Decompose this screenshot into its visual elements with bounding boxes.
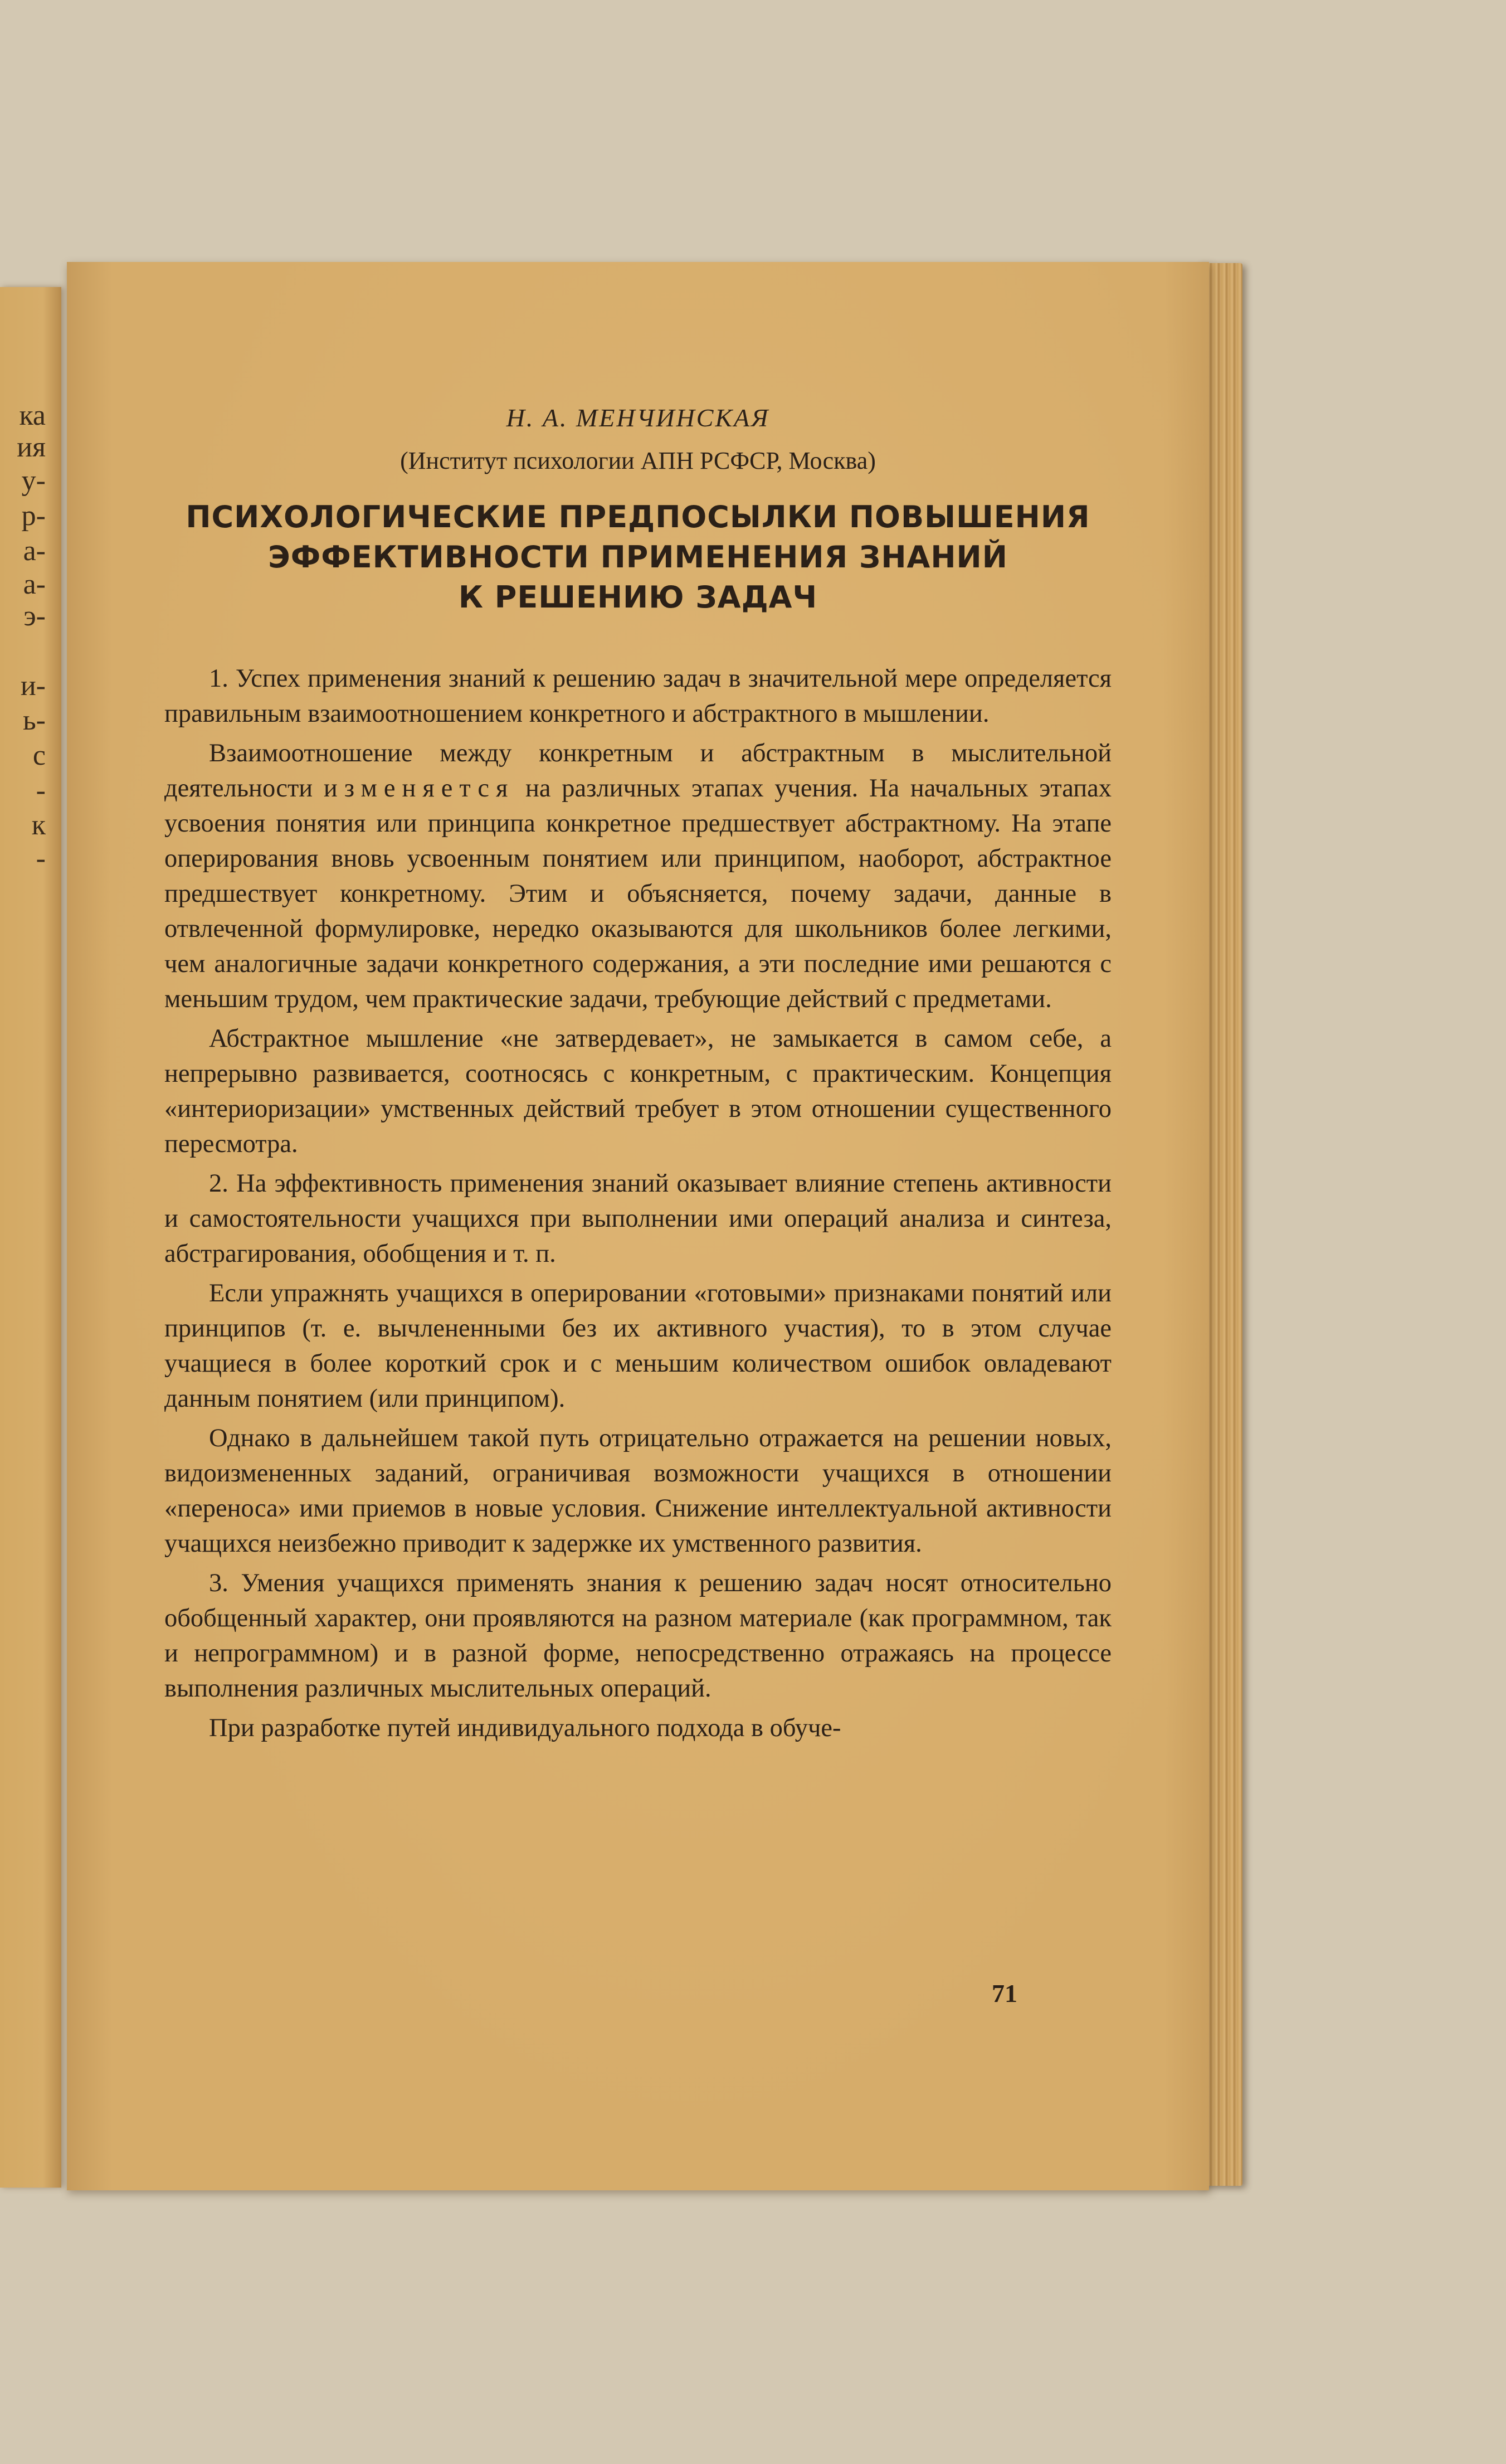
prev-page-fragment: к [31, 809, 46, 841]
paragraph-text: Взаимоотношение между конкретным и абстрактным в мыслительной деятельности [164, 739, 1112, 803]
prev-page-fragment: э- [23, 600, 46, 632]
paragraph: 3. Умения учащихся применять знания к решению задач носят относительно обобщенный характер, они проявляются на разном материале (как программном, так и непрограммном) и в разной форме, непосредственно отражаясь на процессе выполнения различных мыслительных операций. [164, 1569, 1112, 1703]
prev-page-fragment: и- [20, 670, 46, 702]
article-body [164, 661, 1112, 1746]
prev-page-fragment: - [36, 775, 46, 806]
prev-page-fragment: р- [21, 500, 46, 532]
title-line: ПСИХОЛОГИЧЕСКИЕ ПРЕДПОСЫЛКИ ПОВЫШЕНИЯ [186, 499, 1090, 534]
paragraph: Если упражнять учащихся в оперировании «готовыми» признаками понятий или принципов (т. е. вычлененными без их активного участия), то в этом случае учащиеся в более короткий срок и с меньшим количеством ошибок овладевают данным понятием (или принципом). [164, 1279, 1112, 1413]
prev-page-fragment: ь- [22, 704, 46, 736]
article-affiliation: (Институт психологии АПН РСФСР, Москва) [400, 447, 876, 474]
page-number: 71 [992, 1979, 1017, 2008]
previous-page-edge [0, 287, 61, 2188]
prev-page-fragment: с [32, 740, 46, 771]
article-title [164, 497, 1112, 618]
prev-page-fragment: у- [21, 465, 46, 497]
paragraph: Абстрактное мышление «не затвердевает», не замыкается в самом себе, а непрерывно развивается, соотносясь с конкретным, с практическим. Концепция «интериоризации» умственных действий требует в этом отношении существенного пересмотра. [164, 1024, 1112, 1158]
prev-page-fragment: а- [23, 535, 46, 567]
paragraph: 1. Успех применения знаний к решению задач в значительной мере определяется правильным взаимоотношением конкретного и абстрактного в мышлении. [164, 664, 1112, 728]
paragraph: При разработке путей индивидуального подхода в обуче- [209, 1714, 841, 1742]
paragraph: Однако в дальнейшем такой путь отрицательно отражается на решении новых, видоизмененных заданий, ограничивая возможности учащихся в отношении «переноса» ими приемов в новые условия. Снижение интеллектуальной активности учащихся неизбежно приводит к задержке их умственного развития. [164, 1424, 1112, 1558]
paragraph: 2. На эффективность применения знаний оказывает влияние степень активности и самостоятельности учащихся при выполнении ими операций анализа и синтеза, абстрагирования, обобщения и т. п. [164, 1169, 1112, 1268]
prev-page-fragment: - [36, 843, 46, 874]
article-author: Н. А. МЕНЧИНСКАЯ [506, 404, 770, 432]
paragraph [164, 736, 1112, 1017]
title-line: ЭФФЕКТИВНОСТИ ПРИМЕНЕНИЯ ЗНАНИЙ [268, 540, 1008, 575]
prev-page-fragment: ка [19, 400, 46, 431]
paragraph-text: на различных этапах учения. На начальных этапах усвоения понятия или принципа конкретное предшествует абстрактному. На этапе оперирования вновь усвоенным понятием или принципом, наоборот, абстрактное предшествует конкретному. Этим и объясняется, почему задачи, данные в отвлеченной формулировке, нередко оказываются для школьников более легкими, чем аналогичные задачи конкретного содержания, а эти последние ими решаются с меньшим трудом, чем практические задачи, требующие действий с предметами. [164, 774, 1112, 1013]
title-line: К РЕШЕНИЮ ЗАДАЧ [458, 580, 818, 615]
prev-page-fragment: ия [17, 431, 46, 463]
emphasized-word: изменяется [323, 774, 515, 803]
prev-page-fragment: а- [23, 568, 46, 600]
article [164, 401, 1112, 1750]
book-page [67, 262, 1209, 2190]
